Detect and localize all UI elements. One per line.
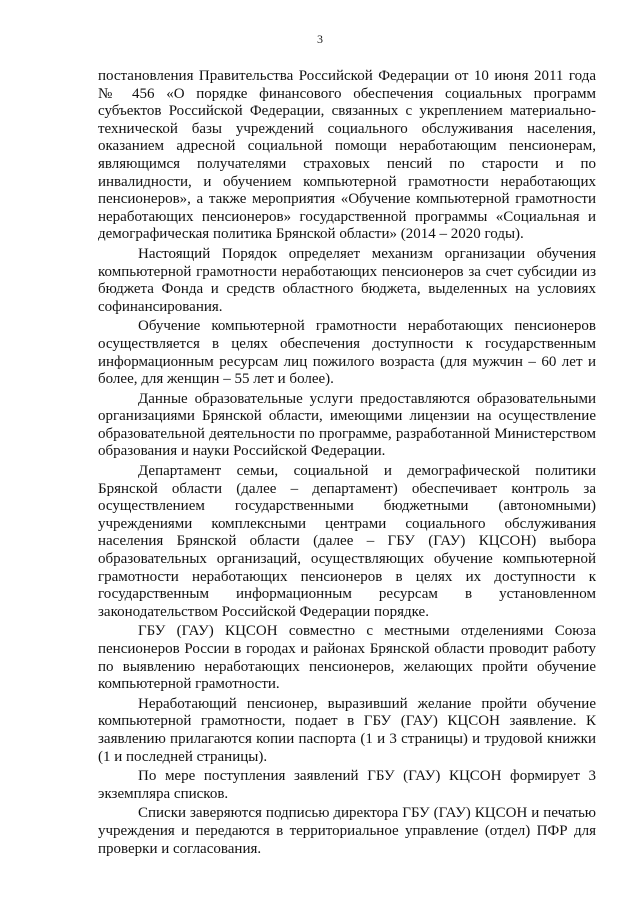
paragraph-educational-services: Данные образовательные услуги предоставляются образовательными организациями Брянской области, имеющими лицензии на осуществление образовательной деятельности по программе, разработанной Министерством образования и науки Российской Федерации. <box>98 390 596 460</box>
page-number: 3 <box>317 32 323 46</box>
paragraph-continuation: постановления Правительства Российской Федерации от 10 июня 2011 года № 456 «О порядке финансового обеспечения социальных программ субъектов Российской Федерации, связанных с укреплением материально-технической базы учреждений социального обслуживания населения, оказанием адресной социальной помощи неработающим пенсионерам, являющимся получателями страховых пенсий по старости и по инвалидности, и обучением компьютерной грамотности неработающих пенсионеров», а также мероприятия «Обучение компьютерной грамотности неработающих пенсионеров» государственной программы «Социальная и демографическая политика Брянской области» (2014 – 2020 годы). <box>98 68 596 243</box>
paragraph-order-purpose: Настоящий Порядок определяет механизм организации обучения компьютерной грамотности неработающих пенсионеров за счет субсидии из бюджета Фонда и средств областного бюджета, выделенных на условиях софинансирования. <box>98 245 596 315</box>
paragraph-training-goal: Обучение компьютерной грамотности неработающих пенсионеров осуществляется в целях обеспечения доступности к государственным информационным ресурсам лиц пожилого возраста (для мужчин – 60 лет и более, для женщин – 55 лет и более). <box>98 318 596 388</box>
paragraph-identification-work: ГБУ (ГАУ) КЦСОН совместно с местными отделениями Союза пенсионеров России в городах и районах Брянской области проводит работу по выявлению неработающих пенсионеров, желающих пройти обучение компьютерной грамотности. <box>98 623 596 693</box>
document-body <box>98 68 596 860</box>
paragraph-lists-certification: Списки заверяются подписью директора ГБУ (ГАУ) КЦСОН и печатью учреждения и передаются в территориальное управление (отдел) ПФР для проверки и согласования. <box>98 805 596 857</box>
paragraph-department-control: Департамент семьи, социальной и демографической политики Брянской области (далее – департамент) обеспечивает контроль за осуществлением государственными бюджетными (автономными) учреждениями комплексными центрами социального обслуживания населения Брянской области (далее – ГБУ (ГАУ) КЦСОН) выбора образовательных организаций, осуществляющих обучение компьютерной грамотности неработающих пенсионеров в целях их доступности к государственным информационным ресурсам в установленном законодательством Российской Федерации порядке. <box>98 463 596 620</box>
paragraph-lists-formation: По мере поступления заявлений ГБУ (ГАУ) КЦСОН формирует 3 экземпляра списков. <box>98 768 596 802</box>
paragraph-application: Неработающий пенсионер, выразивший желание пройти обучение компьютерной грамотности, подает в ГБУ (ГАУ) КЦСОН заявление. К заявлению прилагаются копии паспорта (1 и 3 страницы) и трудовой книжки (1 и последней страницы). <box>98 695 596 765</box>
